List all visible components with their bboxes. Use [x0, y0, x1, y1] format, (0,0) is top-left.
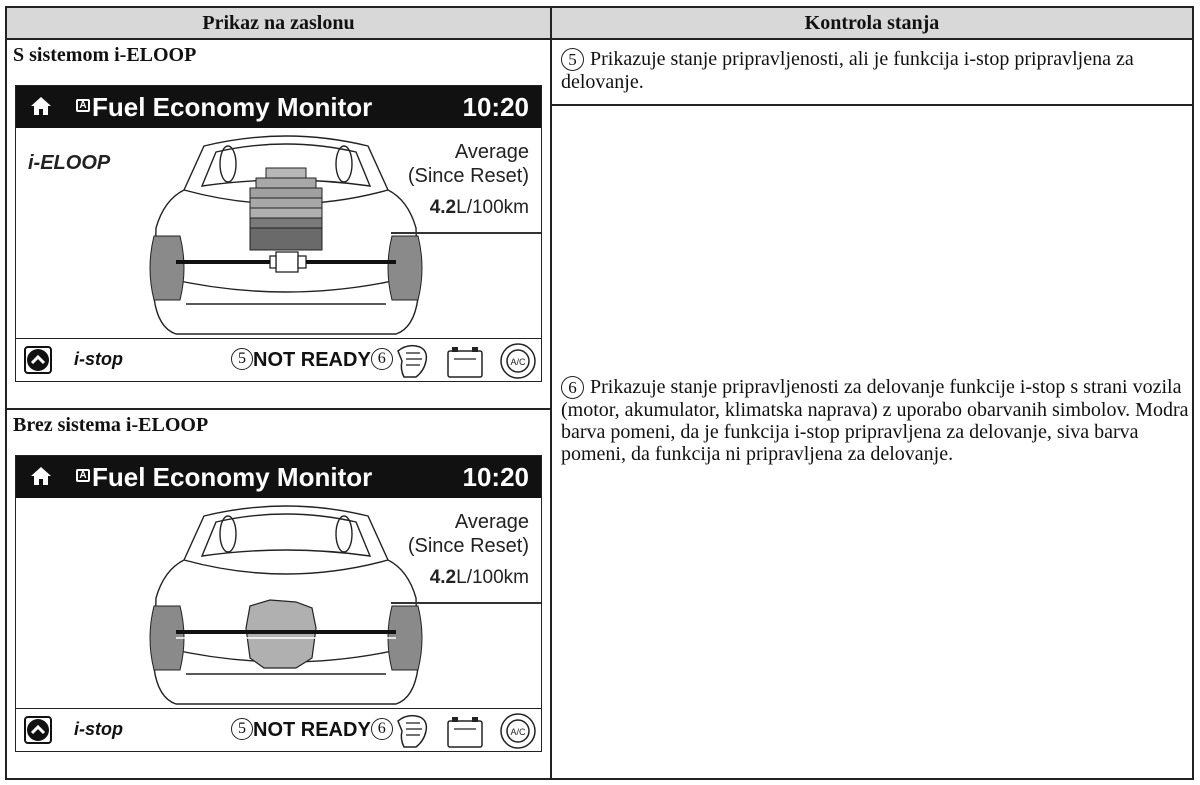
status-indicator	[231, 718, 393, 742]
description-text: Prikazuje stanje pripravljenosti za delovanje funkcije i-stop s strani vozila (motor, akumulator, klimatska naprava) z uporabo obarvanih simbolov. Modra barva pomeni, da je funkcija i-stop pripravljena za delovanje, siva barva pomeni, da funkcija ni pripravljena za delovanje.	[561, 376, 1189, 465]
ac-icon	[501, 714, 535, 748]
average-value	[379, 196, 529, 220]
average-unit: L/100km	[456, 567, 529, 588]
auto-badge-icon: A	[76, 469, 90, 482]
section-title-with-eloop: S sistemom i-ELOOP	[13, 44, 197, 66]
auto-badge-icon: A	[76, 99, 90, 112]
istop-label: i-stop	[74, 349, 123, 369]
table-header-left: Prikaz na zaslonu	[7, 8, 550, 38]
clock: 10:20	[462, 462, 529, 492]
battery-icon	[448, 717, 482, 747]
column-divider	[550, 8, 552, 778]
description-item-6	[561, 376, 1191, 465]
table-header-right: Kontrola stanja	[552, 8, 1192, 38]
screen-footer	[16, 338, 541, 381]
average-rule	[391, 602, 541, 604]
average-label: Average	[454, 141, 529, 163]
description-item-5	[561, 48, 1191, 93]
callout-6: 6	[371, 348, 393, 370]
average-block	[379, 140, 529, 220]
callout-5: 5	[561, 48, 584, 71]
divider	[7, 408, 550, 410]
average-number: 4.2	[429, 567, 457, 588]
callout-5: 5	[231, 348, 253, 370]
average-block	[379, 510, 529, 590]
section-title-without-eloop: Brez sistema i-ELOOP	[13, 414, 209, 436]
description-text: Prikazuje stanje pripravljenosti, ali je funkcija i-stop pripravljena za delovanje.	[561, 48, 1134, 93]
eloop-label: i-ELOOP	[28, 152, 111, 174]
istop-label: i-stop	[74, 719, 123, 739]
callout-5: 5	[231, 718, 253, 740]
callout-6: 6	[371, 718, 393, 740]
expand-button[interactable]	[24, 716, 52, 744]
screen-title: Fuel Economy Monitor	[92, 462, 373, 492]
status-icons	[394, 711, 542, 751]
screen-footer	[16, 708, 541, 751]
display-screen-without-eloop	[15, 455, 542, 752]
screen-header	[16, 86, 541, 128]
engine-icon	[398, 346, 426, 377]
info-table	[5, 6, 1194, 780]
home-icon[interactable]	[30, 95, 52, 117]
ac-icon	[501, 344, 535, 378]
chevron-up-icon	[26, 718, 50, 742]
engine-icon	[398, 716, 426, 747]
chevron-up-icon	[26, 348, 50, 372]
svg-text:A/C: A/C	[510, 357, 526, 367]
expand-button[interactable]	[24, 346, 52, 374]
svg-text:A/C: A/C	[510, 727, 526, 737]
display-screen-with-eloop	[15, 85, 542, 382]
home-icon[interactable]	[30, 465, 52, 487]
status-text: NOT READY	[253, 719, 371, 741]
screen-title: Fuel Economy Monitor	[92, 92, 373, 122]
since-reset-label: (Since Reset)	[407, 165, 529, 187]
average-unit: L/100km	[456, 197, 529, 218]
average-value	[379, 566, 529, 590]
status-indicator	[231, 348, 393, 372]
battery-icon	[448, 347, 482, 377]
average-number: 4.2	[429, 197, 457, 218]
average-rule	[391, 232, 541, 234]
clock: 10:20	[462, 92, 529, 122]
average-label: Average	[454, 511, 529, 533]
status-text: NOT READY	[253, 349, 371, 371]
divider	[7, 38, 1192, 40]
screen-header	[16, 456, 541, 498]
divider	[552, 104, 1192, 106]
callout-6: 6	[561, 376, 584, 399]
since-reset-label: (Since Reset)	[407, 535, 529, 557]
status-icons	[394, 341, 542, 381]
